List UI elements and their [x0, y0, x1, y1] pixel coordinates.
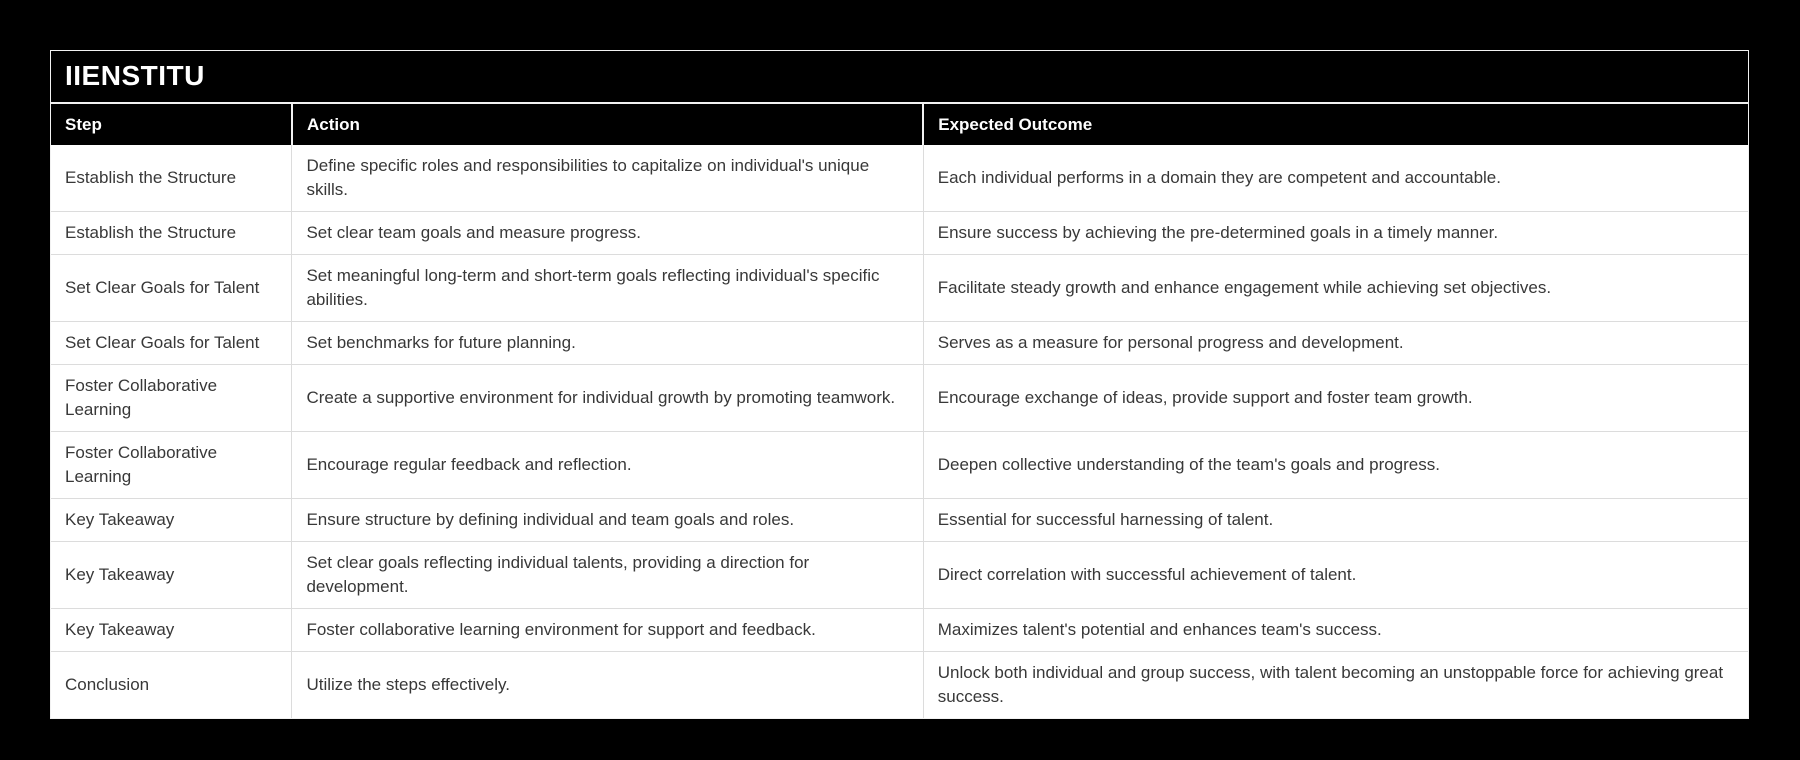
table-row — [51, 542, 1748, 609]
cell-step: Establish the Structure — [51, 212, 292, 255]
cell-outcome: Unlock both individual and group success, with talent becoming an unstoppable force for achieving great success. — [923, 652, 1748, 719]
table-body — [51, 145, 1748, 718]
cell-outcome: Facilitate steady growth and enhance engagement while achieving set objectives. — [923, 255, 1748, 322]
cell-outcome: Direct correlation with successful achievement of talent. — [923, 542, 1748, 609]
cell-step: Set Clear Goals for Talent — [51, 322, 292, 365]
cell-action: Ensure structure by defining individual and team goals and roles. — [292, 499, 923, 542]
table-card — [50, 50, 1749, 719]
table-row — [51, 322, 1748, 365]
cell-step: Key Takeaway — [51, 609, 292, 652]
table-row — [51, 652, 1748, 719]
steps-table — [51, 102, 1748, 718]
cell-action: Set clear goals reflecting individual talents, providing a direction for development. — [292, 542, 923, 609]
table-row — [51, 212, 1748, 255]
cell-outcome: Ensure success by achieving the pre-determined goals in a timely manner. — [923, 212, 1748, 255]
cell-outcome: Each individual performs in a domain they are competent and accountable. — [923, 145, 1748, 212]
header-row — [51, 103, 1748, 145]
cell-step: Conclusion — [51, 652, 292, 719]
cell-step: Key Takeaway — [51, 542, 292, 609]
table-row — [51, 609, 1748, 652]
column-header-expected-outcome: Expected Outcome — [923, 103, 1748, 145]
cell-outcome: Encourage exchange of ideas, provide support and foster team growth. — [923, 365, 1748, 432]
cell-action: Define specific roles and responsibilities to capitalize on individual's unique skills. — [292, 145, 923, 212]
cell-step: Key Takeaway — [51, 499, 292, 542]
table-row — [51, 145, 1748, 212]
cell-action: Foster collaborative learning environment for support and feedback. — [292, 609, 923, 652]
cell-action: Utilize the steps effectively. — [292, 652, 923, 719]
table-row — [51, 255, 1748, 322]
cell-outcome: Serves as a measure for personal progress and development. — [923, 322, 1748, 365]
cell-step: Foster Collaborative Learning — [51, 365, 292, 432]
cell-step: Foster Collaborative Learning — [51, 432, 292, 499]
cell-action: Encourage regular feedback and reflection. — [292, 432, 923, 499]
table-header — [51, 103, 1748, 145]
cell-outcome: Maximizes talent's potential and enhances team's success. — [923, 609, 1748, 652]
table-row — [51, 365, 1748, 432]
column-header-step: Step — [51, 103, 292, 145]
cell-outcome: Deepen collective understanding of the team's goals and progress. — [923, 432, 1748, 499]
column-header-action: Action — [292, 103, 923, 145]
table-row — [51, 499, 1748, 542]
cell-action: Set benchmarks for future planning. — [292, 322, 923, 365]
page-title: IIENSTITU — [51, 51, 1748, 102]
cell-step: Establish the Structure — [51, 145, 292, 212]
table-row — [51, 432, 1748, 499]
cell-action: Create a supportive environment for individual growth by promoting teamwork. — [292, 365, 923, 432]
cell-action: Set meaningful long-term and short-term goals reflecting individual's specific abilities. — [292, 255, 923, 322]
cell-action: Set clear team goals and measure progress. — [292, 212, 923, 255]
cell-step: Set Clear Goals for Talent — [51, 255, 292, 322]
cell-outcome: Essential for successful harnessing of talent. — [923, 499, 1748, 542]
